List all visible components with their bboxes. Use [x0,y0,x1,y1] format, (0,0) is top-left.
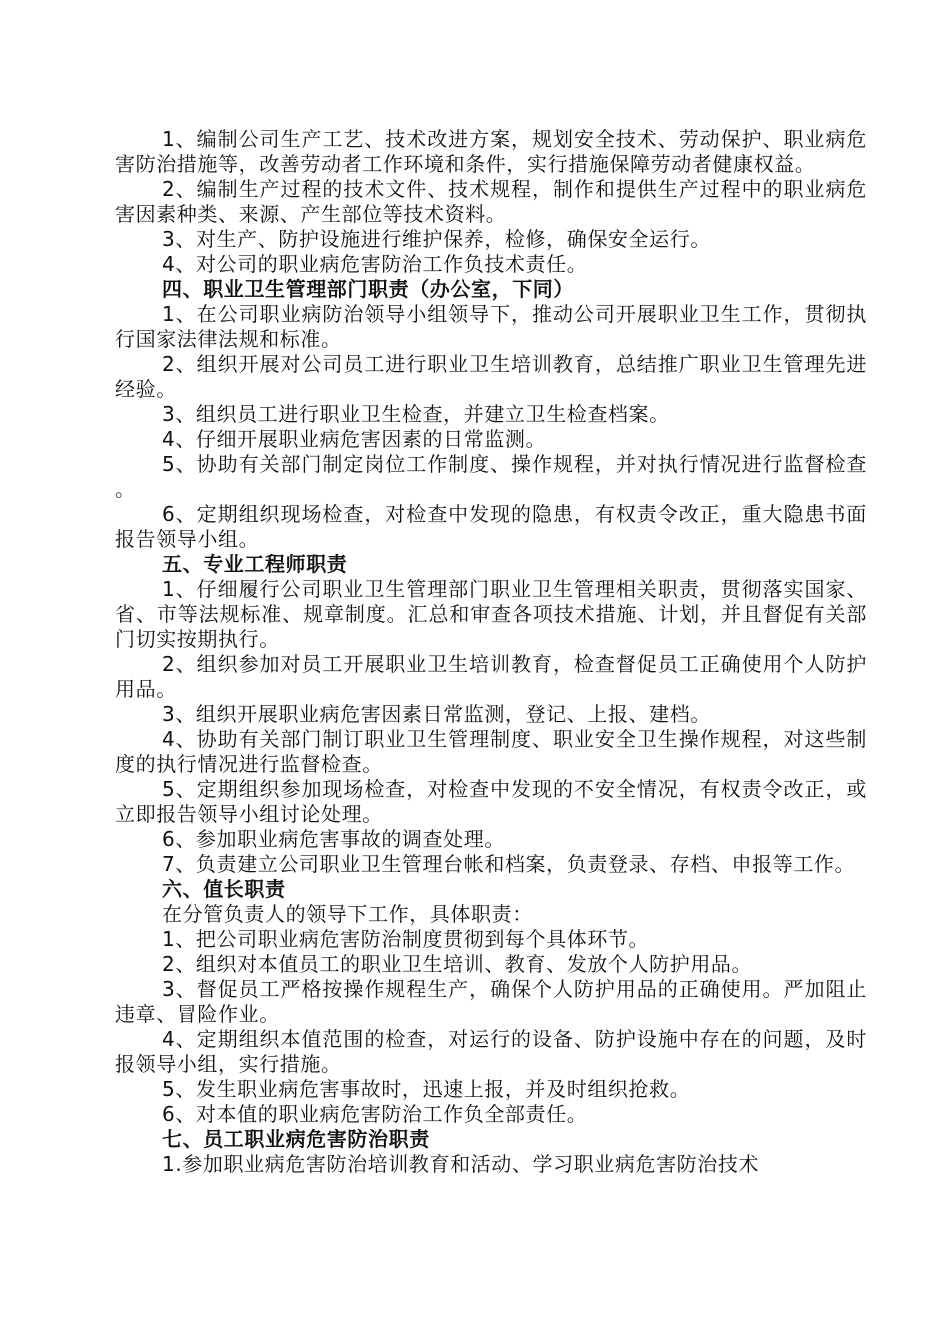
heading-section-4: 四、职业卫生管理部门职责（办公室，下同） [162,277,574,301]
para-shift-2: 2、组织对本值员工的职业卫生培训、教育、发放个人防护用品。 [162,952,753,976]
para-engineer-4: 4、协助有关部门制订职业卫生管理制度、职业安全卫生操作规程，对这些制度的执行情况进行监督检查。 [115,727,867,776]
para-engineer-2: 2、组织参加对员工开展职业卫生培训教育，检查督促员工正确使用个人防护用品。 [115,652,867,701]
para-tech-3: 3、对生产、防护设施进行维护保养，检修，确保安全运行。 [162,227,711,251]
para-tech-2: 2、编制生产过程的技术文件、技术规程，制作和提供生产过程中的职业病危害因素种类、来源、产生部位等技术资料。 [115,177,867,226]
para-engineer-6: 6、参加职业病危害事故的调查处理。 [162,827,505,851]
para-dept-1: 1、在公司职业病防治领导小组领导下，推动公司开展职业卫生工作，贯彻执行国家法律法规和标准。 [115,302,867,351]
para-shift-3: 3、督促员工严格按操作规程生产，确保个人防护用品的正确使用。严加阻止违章、冒险作业。 [115,977,867,1026]
para-engineer-7: 7、负责建立公司职业卫生管理台帐和档案，负责登录、存档、申报等工作。 [162,852,856,876]
para-tech-1: 1、编制公司生产工艺、技术改进方案，规划安全技术、劳动保护、职业病危害防治措施等，改善劳动者工作环境和条件，实行措施保障劳动者健康权益。 [115,127,867,176]
heading-section-5: 五、专业工程师职责 [162,552,348,576]
para-dept-2: 2、组织开展对公司员工进行职业卫生培训教育，总结推广职业卫生管理先进经验。 [115,352,867,401]
heading-section-6: 六、值长职责 [162,877,286,901]
para-tech-4: 4、对公司的职业病危害防治工作负技术责任。 [162,252,588,276]
para-dept-6: 6、定期组织现场检查，对检查中发现的隐患，有权责令改正，重大隐患书面报告领导小组。 [115,502,867,551]
para-engineer-3: 3、组织开展职业病危害因素日常监测，登记、上报、建档。 [162,702,711,726]
para-staff-1: 1.参加职业病危害防治培训教育和活动、学习职业病危害防治技术 [162,1152,760,1176]
para-shift-1: 1、把公司职业病危害防治制度贯彻到每个具体环节。 [162,927,650,951]
para-shift-6: 6、对本值的职业病危害防治工作负全部责任。 [162,1102,588,1126]
para-dept-5: 5、协助有关部门制定岗位工作制度、操作规程，并对执行情况进行监督检查。 [115,452,867,501]
document-page [115,127,867,1177]
para-dept-4: 4、仔细开展职业病危害因素的日常监测。 [162,427,547,451]
para-dept-3: 3、组织员工进行职业卫生检查，并建立卫生检查档案。 [162,402,670,426]
heading-section-7: 七、员工职业病危害防治职责 [162,1127,430,1151]
para-shift-4: 4、定期组织本值范围的检查，对运行的设备、防护设施中存在的问题，及时报领导小组，实行措施。 [115,1027,867,1076]
para-shift-intro: 在分管负责人的领导下工作，具体职责： [162,902,533,926]
para-engineer-1: 1、仔细履行公司职业卫生管理部门职业卫生管理相关职责，贯彻落实国家、省、市等法规标准、规章制度。汇总和审查各项技术措施、计划，并且督促有关部门切实按期执行。 [115,577,867,651]
para-engineer-5: 5、定期组织参加现场检查，对检查中发现的不安全情况，有权责令改正，或立即报告领导小组讨论处理。 [115,777,867,826]
para-shift-5: 5、发生职业病危害事故时，迅速上报，并及时组织抢救。 [162,1077,691,1101]
